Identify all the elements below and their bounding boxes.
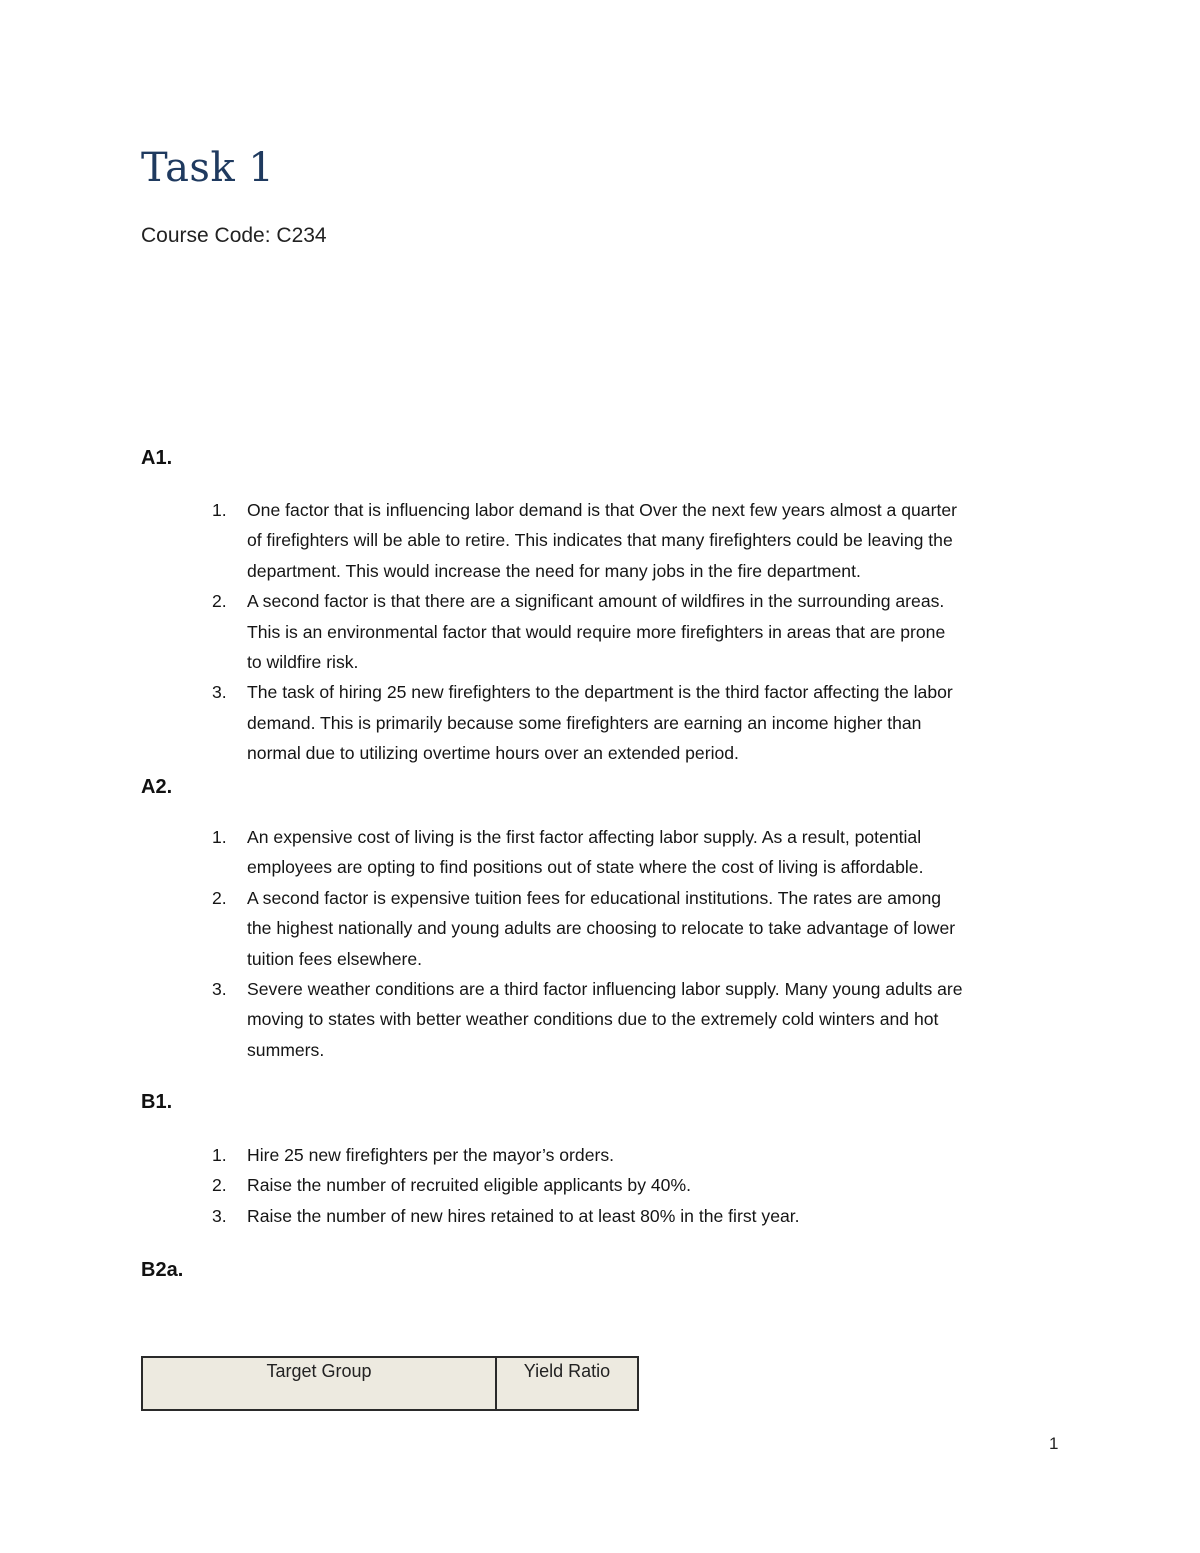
list-number: 1. [212, 500, 227, 520]
list-line: This is an environmental factor that would require more firefighters in areas that are prone [247, 621, 946, 642]
list-line: demand. This is primarily because some firefighters are earning an income higher than [247, 712, 922, 733]
list-line: Raise the number of new hires retained to at least 80% in the first year. [247, 1205, 800, 1226]
list-line: moving to states with better weather conditions due to the extremely cold winters and hot [247, 1009, 939, 1030]
list-number: 3. [212, 979, 227, 1000]
list-number: 1. [212, 1145, 227, 1165]
list-line: Hire 25 new firefighters per the mayor’s orders. [247, 1145, 615, 1165]
list-line: Raise the number of recruited eligible applicants by 40%. [247, 1175, 692, 1196]
list-line: A second factor is expensive tuition fees for educational institutions. The rates are among [247, 887, 942, 908]
a1-list [212, 495, 1067, 769]
page-title: Task 1 [141, 145, 275, 191]
section-heading-b1: B1. [141, 1091, 173, 1113]
table-header-target-group: Target Group [142, 1357, 496, 1410]
list-number: 2. [212, 1175, 227, 1196]
list-line: One factor that is influencing labor demand is that Over the next few years almost a quarter [247, 500, 957, 520]
list-line: A second factor is that there are a significant amount of wildfires in the surrounding areas. [247, 591, 945, 612]
list-line: tuition fees elsewhere. [247, 948, 423, 969]
section-heading-b2a: B2a. [141, 1259, 184, 1281]
list-item [212, 586, 1067, 677]
list-number: 3. [212, 682, 227, 703]
list-number: 1. [212, 827, 227, 847]
list-item [212, 1201, 1067, 1231]
list-item [212, 883, 1067, 974]
list-line: Severe weather conditions are a third factor influencing labor supply. Many young adults are [247, 979, 963, 1000]
list-line: of firefighters will be able to retire. This indicates that many firefighters could be leaving the [247, 530, 953, 551]
list-number: 2. [212, 591, 227, 612]
list-line: summers. [247, 1039, 325, 1060]
list-line: the highest nationally and young adults are choosing to relocate to take advantage of lower [247, 918, 956, 939]
list-item [212, 974, 1067, 1065]
table-header-yield-ratio: Yield Ratio [496, 1357, 638, 1410]
b1-list [212, 1140, 1067, 1231]
a2-list [212, 822, 1067, 1065]
table-header-row [142, 1357, 638, 1410]
list-line: The task of hiring 25 new firefighters to the department is the third factor affecting the labor [247, 682, 953, 703]
section-heading-a2: A2. [141, 776, 173, 798]
list-line: to wildfire risk. [247, 652, 359, 673]
list-item [212, 677, 1067, 768]
list-line: department. This would increase the need for many jobs in the fire department. [247, 560, 861, 581]
list-item [212, 495, 1067, 586]
section-heading-a1: A1. [141, 447, 173, 469]
list-item [212, 1140, 1067, 1170]
list-line: employees are opting to find positions out of state where the cost of living is affordable. [247, 857, 924, 878]
list-number: 3. [212, 1205, 227, 1226]
list-line: An expensive cost of living is the first factor affecting labor supply. As a result, potential [247, 827, 922, 847]
list-line: normal due to utilizing overtime hours over an extended period. [247, 743, 739, 764]
list-item [212, 822, 1067, 883]
course-code: Course Code: C234 [141, 224, 327, 247]
list-item [212, 1170, 1067, 1200]
yield-ratio-table [141, 1356, 639, 1411]
page-number: 1 [1049, 1434, 1059, 1453]
list-number: 2. [212, 887, 227, 908]
